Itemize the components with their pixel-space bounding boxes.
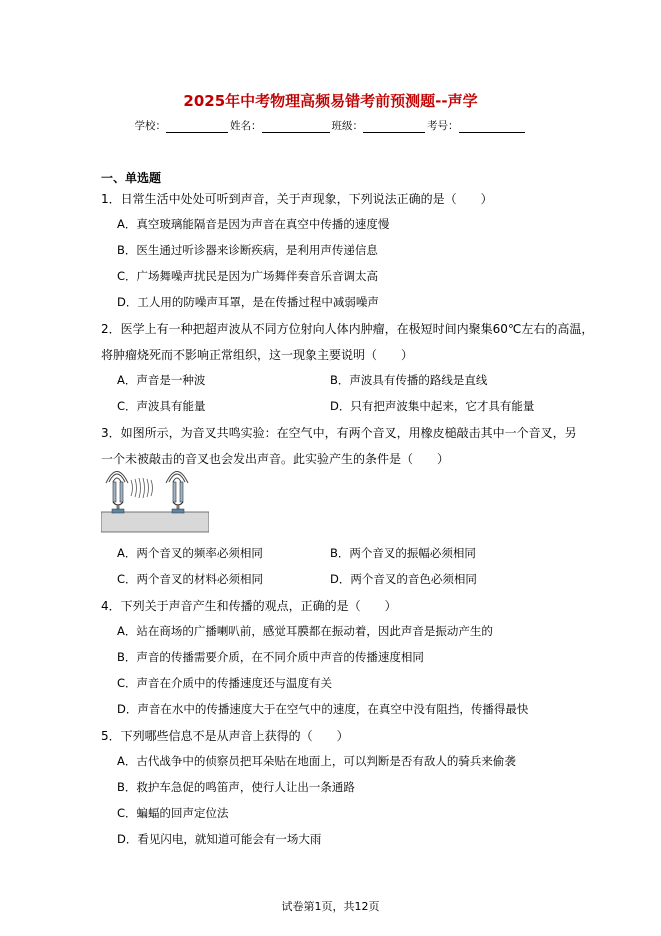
q1-option-d: D．工人用的防噪声耳罩，是在传播过程中减弱噪声 bbox=[117, 295, 379, 309]
number-label: 考号： bbox=[427, 120, 459, 132]
name-label: 姓名： bbox=[230, 120, 262, 132]
question-3-stem-line-1: 3．如图所示，为音叉共鸣实验：在空气中，有两个音叉，用橡皮槌敲击其中一个音叉，另 bbox=[101, 426, 577, 440]
q2-option-b: B．声波具有传播的路线是直线 bbox=[330, 373, 488, 387]
page-title: 2025年中考物理高频易错考前预测题--声学 bbox=[183, 92, 478, 110]
q4-option-c: C．声音在介质中的传播速度还与温度有关 bbox=[117, 676, 333, 690]
q5-option-a: A．古代战争中的侦察员把耳朵贴在地面上，可以判断是否有敌人的骑兵来偷袭 bbox=[117, 754, 516, 768]
tuning-fork-resonance-figure bbox=[101, 468, 209, 534]
number-blank[interactable] bbox=[459, 121, 525, 133]
q1-option-b: B．医生通过听诊器来诊断疾病，是利用声传递信息 bbox=[117, 243, 378, 257]
name-blank[interactable] bbox=[262, 121, 330, 133]
question-4-stem: 4．下列关于声音产生和传播的观点，正确的是（ ） bbox=[101, 599, 397, 613]
question-5-stem: 5．下列哪些信息不是从声音上获得的（ ） bbox=[101, 729, 349, 743]
q4-option-a: A．站在商场的广播喇叭前，感觉耳膜都在振动着，因此声音是振动产生的 bbox=[117, 624, 493, 638]
q3-option-b: B．两个音叉的振幅必须相同 bbox=[330, 546, 476, 560]
q5-option-b: B．救护车急促的鸣笛声，使行人让出一条通路 bbox=[117, 780, 355, 794]
school-blank[interactable] bbox=[166, 121, 228, 133]
page-footer: 试卷第1页，共12页 bbox=[281, 900, 380, 913]
q1-option-a: A．真空玻璃能隔音是因为声音在真空中传播的速度慢 bbox=[117, 217, 390, 231]
q4-option-b: B．声音的传播需要介质，在不同介质中声音的传播速度相同 bbox=[117, 650, 424, 664]
q5-option-d: D．看见闪电，就知道可能会有一场大雨 bbox=[117, 832, 322, 846]
q5-option-c: C．蝙蝠的回声定位法 bbox=[117, 806, 229, 820]
class-blank[interactable] bbox=[363, 121, 425, 133]
q2-option-a: A．声音是一种波 bbox=[117, 373, 206, 387]
class-label: 班级： bbox=[331, 120, 363, 132]
school-label: 学校： bbox=[134, 120, 166, 132]
q1-option-c: C．广场舞噪声扰民是因为广场舞伴奏音乐音调太高 bbox=[117, 269, 379, 283]
q4-option-d: D．声音在水中的传播速度大于在空气中的速度，在真空中没有阻挡，传播得最快 bbox=[117, 702, 529, 716]
q3-option-a: A．两个音叉的频率必须相同 bbox=[117, 546, 263, 560]
question-2-stem-line-2: 将肿瘤烧死而不影响正常组织，这一现象主要说明（ ） bbox=[101, 348, 414, 362]
q2-option-c: C．声波具有能量 bbox=[117, 399, 206, 413]
question-3-stem-line-2: 一个未被敲击的音叉也会发出声音。此实验产生的条件是（ ） bbox=[101, 452, 450, 466]
q2-option-d: D．只有把声波集中起来，它才具有能量 bbox=[330, 399, 535, 413]
section-heading: 一、单选题 bbox=[101, 171, 162, 185]
q3-option-d: D．两个音叉的音色必须相同 bbox=[330, 572, 477, 586]
q3-option-c: C．两个音叉的材料必须相同 bbox=[117, 572, 264, 586]
question-1-stem: 1．日常生活中处处可听到声音，关于声现象，下列说法正确的是（ ） bbox=[101, 192, 493, 206]
question-2-stem-line-1: 2．医学上有一种把超声波从不同方位射向人体内肿瘤，在极短时间内聚集60℃左右的高温， bbox=[101, 322, 594, 336]
student-info-row bbox=[0, 118, 661, 133]
